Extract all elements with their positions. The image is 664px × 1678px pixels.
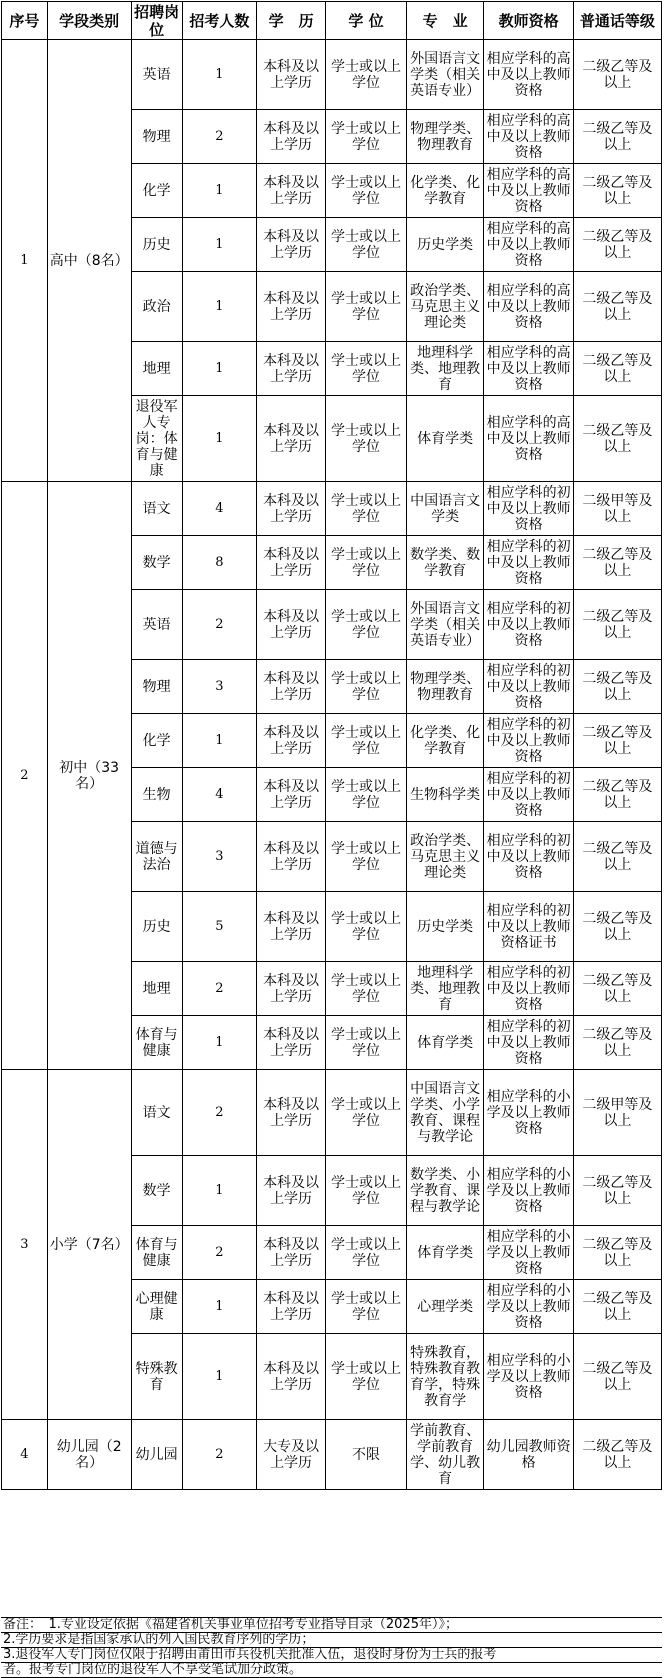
education-cell: 本科及以上学历 bbox=[257, 1156, 326, 1226]
mandarin-cell: 二级甲等及以上 bbox=[573, 482, 661, 536]
header-mandarin: 普通话等级 bbox=[573, 2, 661, 40]
major-cell: 物理学类、物理教育 bbox=[406, 110, 484, 164]
count-cell: 8 bbox=[182, 536, 256, 590]
mandarin-cell: 二级乙等及以上 bbox=[573, 1420, 661, 1490]
major-cell: 数学类、数学教育 bbox=[406, 536, 484, 590]
major-cell: 外国语言文学类（相关英语专业） bbox=[406, 590, 484, 660]
major-cell: 心理学类 bbox=[406, 1280, 484, 1334]
major-cell: 地理科学类、地理教育 bbox=[406, 962, 484, 1016]
degree-cell: 学士或以上学位 bbox=[326, 396, 407, 482]
post-cell: 地理 bbox=[131, 342, 182, 396]
qualification-cell: 相应学科的高中及以上教师资格 bbox=[484, 272, 573, 342]
degree-cell: 学士或以上学位 bbox=[326, 768, 407, 822]
degree-cell: 学士或以上学位 bbox=[326, 1156, 407, 1226]
count-cell: 5 bbox=[182, 892, 256, 962]
mandarin-cell: 二级乙等及以上 bbox=[573, 660, 661, 714]
major-cell: 生物科学类 bbox=[406, 768, 484, 822]
education-cell: 本科及以上学历 bbox=[257, 1226, 326, 1280]
mandarin-cell: 二级乙等及以上 bbox=[573, 822, 661, 892]
header-post: 招聘岗位 bbox=[131, 2, 182, 40]
notes-block bbox=[1, 1617, 662, 1678]
count-cell: 2 bbox=[182, 1420, 256, 1490]
education-cell: 本科及以上学历 bbox=[257, 1334, 326, 1420]
header-degree: 学 位 bbox=[326, 2, 407, 40]
count-cell: 2 bbox=[182, 1070, 256, 1156]
degree-cell: 学士或以上学位 bbox=[326, 342, 407, 396]
post-cell: 英语 bbox=[131, 590, 182, 660]
count-cell: 3 bbox=[182, 822, 256, 892]
recruitment-table bbox=[1, 1, 662, 1490]
qualification-cell: 相应学科的初中及以上教师资格 bbox=[484, 482, 573, 536]
mandarin-cell: 二级乙等及以上 bbox=[573, 218, 661, 272]
qualification-cell: 相应学科的初中及以上教师资格 bbox=[484, 714, 573, 768]
qualification-cell: 相应学科的小学及以上教师资格 bbox=[484, 1226, 573, 1280]
mandarin-cell: 二级乙等及以上 bbox=[573, 536, 661, 590]
mandarin-cell: 二级乙等及以上 bbox=[573, 164, 661, 218]
education-cell: 本科及以上学历 bbox=[257, 1016, 326, 1070]
mandarin-cell: 二级乙等及以上 bbox=[573, 1156, 661, 1226]
seq-cell: 3 bbox=[2, 1070, 48, 1420]
mandarin-cell: 二级乙等及以上 bbox=[573, 396, 661, 482]
major-cell: 地理科学类、地理教育 bbox=[406, 342, 484, 396]
table-row bbox=[2, 482, 662, 536]
header-row bbox=[2, 2, 662, 40]
table-row bbox=[2, 1420, 662, 1490]
count-cell: 2 bbox=[182, 110, 256, 164]
post-cell: 政治 bbox=[131, 272, 182, 342]
header-stage: 学段类别 bbox=[47, 2, 131, 40]
post-cell: 数学 bbox=[131, 1156, 182, 1226]
mandarin-cell: 二级乙等及以上 bbox=[573, 110, 661, 164]
qualification-cell: 相应学科的初中及以上教师资格 bbox=[484, 660, 573, 714]
education-cell: 本科及以上学历 bbox=[257, 536, 326, 590]
degree-cell: 学士或以上学位 bbox=[326, 1226, 407, 1280]
qualification-cell: 相应学科的高中及以上教师资格 bbox=[484, 164, 573, 218]
degree-cell: 学士或以上学位 bbox=[326, 1280, 407, 1334]
mandarin-cell: 二级甲等及以上 bbox=[573, 1070, 661, 1156]
header-major: 专 业 bbox=[406, 2, 484, 40]
post-cell: 体育与健康 bbox=[131, 1226, 182, 1280]
count-cell: 1 bbox=[182, 1334, 256, 1420]
post-cell: 体育与健康 bbox=[131, 1016, 182, 1070]
post-cell: 特殊教育 bbox=[131, 1334, 182, 1420]
degree-cell: 学士或以上学位 bbox=[326, 536, 407, 590]
education-cell: 本科及以上学历 bbox=[257, 1280, 326, 1334]
education-cell: 本科及以上学历 bbox=[257, 822, 326, 892]
education-cell: 本科及以上学历 bbox=[257, 714, 326, 768]
degree-cell: 学士或以上学位 bbox=[326, 218, 407, 272]
qualification-cell: 相应学科的初中及以上教师资格 bbox=[484, 822, 573, 892]
mandarin-cell: 二级乙等及以上 bbox=[573, 892, 661, 962]
count-cell: 1 bbox=[182, 342, 256, 396]
note-line: 2.学历要求是指国家承认的列入国民教育序列的学历； bbox=[1, 1633, 662, 1648]
qualification-cell: 相应学科的高中及以上教师资格 bbox=[484, 110, 573, 164]
mandarin-cell: 二级乙等及以上 bbox=[573, 1016, 661, 1070]
degree-cell: 学士或以上学位 bbox=[326, 962, 407, 1016]
qualification-cell: 相应学科的初中及以上教师资格 bbox=[484, 1016, 573, 1070]
post-cell: 历史 bbox=[131, 218, 182, 272]
mandarin-cell: 二级乙等及以上 bbox=[573, 768, 661, 822]
degree-cell: 学士或以上学位 bbox=[326, 40, 407, 110]
count-cell: 1 bbox=[182, 1016, 256, 1070]
major-cell: 物理学类、物理教育 bbox=[406, 660, 484, 714]
post-cell: 英语 bbox=[131, 40, 182, 110]
count-cell: 1 bbox=[182, 1280, 256, 1334]
major-cell: 政治学类、马克思主义理论类 bbox=[406, 272, 484, 342]
table-row bbox=[2, 40, 662, 110]
major-cell: 化学类、化学教育 bbox=[406, 714, 484, 768]
header-education: 学 历 bbox=[257, 2, 326, 40]
count-cell: 4 bbox=[182, 482, 256, 536]
post-cell: 心理健康 bbox=[131, 1280, 182, 1334]
degree-cell: 学士或以上学位 bbox=[326, 590, 407, 660]
header-seq: 序号 bbox=[2, 2, 48, 40]
stage-cell: 高中（8名） bbox=[47, 40, 131, 482]
education-cell: 本科及以上学历 bbox=[257, 342, 326, 396]
post-cell: 物理 bbox=[131, 110, 182, 164]
count-cell: 1 bbox=[182, 164, 256, 218]
education-cell: 本科及以上学历 bbox=[257, 482, 326, 536]
qualification-cell: 相应学科的初中及以上教师资格 bbox=[484, 536, 573, 590]
mandarin-cell: 二级乙等及以上 bbox=[573, 272, 661, 342]
count-cell: 1 bbox=[182, 714, 256, 768]
count-cell: 1 bbox=[182, 40, 256, 110]
degree-cell: 学士或以上学位 bbox=[326, 1334, 407, 1420]
education-cell: 本科及以上学历 bbox=[257, 962, 326, 1016]
major-cell: 特殊教育，特殊教育教育学，特殊教育学 bbox=[406, 1334, 484, 1420]
major-cell: 数学类、小学教育、课程与教学论 bbox=[406, 1156, 484, 1226]
mandarin-cell: 二级乙等及以上 bbox=[573, 714, 661, 768]
post-cell: 数学 bbox=[131, 536, 182, 590]
header-count: 招考人数 bbox=[182, 2, 256, 40]
count-cell: 1 bbox=[182, 1156, 256, 1226]
qualification-cell: 相应学科的初中及以上教师资格证书 bbox=[484, 892, 573, 962]
post-cell: 化学 bbox=[131, 714, 182, 768]
degree-cell: 学士或以上学位 bbox=[326, 892, 407, 962]
mandarin-cell: 二级乙等及以上 bbox=[573, 1226, 661, 1280]
count-cell: 1 bbox=[182, 396, 256, 482]
post-cell: 道德与法治 bbox=[131, 822, 182, 892]
degree-cell: 不限 bbox=[326, 1420, 407, 1490]
count-cell: 1 bbox=[182, 272, 256, 342]
stage-cell: 初中（33名） bbox=[47, 482, 131, 1070]
mandarin-cell: 二级乙等及以上 bbox=[573, 590, 661, 660]
table-body bbox=[2, 2, 662, 1490]
major-cell: 体育学类 bbox=[406, 396, 484, 482]
count-cell: 1 bbox=[182, 218, 256, 272]
seq-cell: 1 bbox=[2, 40, 48, 482]
qualification-cell: 幼儿园教师资格 bbox=[484, 1420, 573, 1490]
education-cell: 本科及以上学历 bbox=[257, 110, 326, 164]
education-cell: 大专及以上学历 bbox=[257, 1420, 326, 1490]
degree-cell: 学士或以上学位 bbox=[326, 482, 407, 536]
count-cell: 2 bbox=[182, 590, 256, 660]
education-cell: 本科及以上学历 bbox=[257, 218, 326, 272]
stage-cell: 小学（7名） bbox=[47, 1070, 131, 1420]
education-cell: 本科及以上学历 bbox=[257, 590, 326, 660]
post-cell: 语文 bbox=[131, 1070, 182, 1156]
degree-cell: 学士或以上学位 bbox=[326, 714, 407, 768]
major-cell: 历史学类 bbox=[406, 892, 484, 962]
qualification-cell: 相应学科的初中及以上教师资格 bbox=[484, 768, 573, 822]
mandarin-cell: 二级乙等及以上 bbox=[573, 40, 661, 110]
degree-cell: 学士或以上学位 bbox=[326, 1016, 407, 1070]
seq-cell: 2 bbox=[2, 482, 48, 1070]
qualification-cell: 相应学科的小学及以上教师资格 bbox=[484, 1280, 573, 1334]
mandarin-cell: 二级乙等及以上 bbox=[573, 1334, 661, 1420]
post-cell: 语文 bbox=[131, 482, 182, 536]
education-cell: 本科及以上学历 bbox=[257, 768, 326, 822]
major-cell: 体育学类 bbox=[406, 1016, 484, 1070]
degree-cell: 学士或以上学位 bbox=[326, 110, 407, 164]
education-cell: 本科及以上学历 bbox=[257, 660, 326, 714]
mandarin-cell: 二级乙等及以上 bbox=[573, 1280, 661, 1334]
education-cell: 本科及以上学历 bbox=[257, 272, 326, 342]
education-cell: 本科及以上学历 bbox=[257, 164, 326, 218]
post-cell: 物理 bbox=[131, 660, 182, 714]
qualification-cell: 相应学科的高中及以上教师资格 bbox=[484, 218, 573, 272]
major-cell: 中国语言文学类 bbox=[406, 482, 484, 536]
degree-cell: 学士或以上学位 bbox=[326, 164, 407, 218]
qualification-cell: 相应学科的高中及以上教师资格 bbox=[484, 342, 573, 396]
seq-cell: 4 bbox=[2, 1420, 48, 1490]
post-cell: 历史 bbox=[131, 892, 182, 962]
mandarin-cell: 二级乙等及以上 bbox=[573, 342, 661, 396]
note-line: 3.退役军人专门岗位仅限于招聘由莆田市兵役机关批准入伍，退役时身份为士兵的报考 bbox=[1, 1648, 662, 1663]
post-cell: 生物 bbox=[131, 768, 182, 822]
major-cell: 化学类、化学教育 bbox=[406, 164, 484, 218]
major-cell: 体育学类 bbox=[406, 1226, 484, 1280]
qualification-cell: 相应学科的高中及以上教师资格 bbox=[484, 396, 573, 482]
major-cell: 中国语言文学类、小学教育、课程与教学论 bbox=[406, 1070, 484, 1156]
post-cell: 化学 bbox=[131, 164, 182, 218]
education-cell: 本科及以上学历 bbox=[257, 396, 326, 482]
major-cell: 学前教育、学前教育学、幼儿教育 bbox=[406, 1420, 484, 1490]
major-cell: 历史学类 bbox=[406, 218, 484, 272]
post-cell: 幼儿园 bbox=[131, 1420, 182, 1490]
note-line: 者。报考专门岗位的退役军人不享受笔试加分政策。 bbox=[1, 1663, 662, 1678]
note-line: 备注： 1.专业设定依据《福建省机关事业单位招考专业指导目录（2025年）》； bbox=[1, 1617, 662, 1633]
degree-cell: 学士或以上学位 bbox=[326, 660, 407, 714]
stage-cell: 幼儿园（2名） bbox=[47, 1420, 131, 1490]
qualification-cell: 相应学科的小学及以上教师资格 bbox=[484, 1156, 573, 1226]
post-cell: 退役军人专岗：体育与健康 bbox=[131, 396, 182, 482]
qualification-cell: 相应学科的初中及以上教师资格 bbox=[484, 962, 573, 1016]
mandarin-cell: 二级乙等及以上 bbox=[573, 962, 661, 1016]
count-cell: 4 bbox=[182, 768, 256, 822]
count-cell: 2 bbox=[182, 1226, 256, 1280]
degree-cell: 学士或以上学位 bbox=[326, 1070, 407, 1156]
degree-cell: 学士或以上学位 bbox=[326, 272, 407, 342]
degree-cell: 学士或以上学位 bbox=[326, 822, 407, 892]
qualification-cell: 相应学科的高中及以上教师资格 bbox=[484, 40, 573, 110]
education-cell: 本科及以上学历 bbox=[257, 892, 326, 962]
education-cell: 本科及以上学历 bbox=[257, 1070, 326, 1156]
education-cell: 本科及以上学历 bbox=[257, 40, 326, 110]
major-cell: 政治学类、马克思主义理论类 bbox=[406, 822, 484, 892]
post-cell: 地理 bbox=[131, 962, 182, 1016]
major-cell: 外国语言文学类（相关英语专业） bbox=[406, 40, 484, 110]
qualification-cell: 相应学科的小学及以上教师资格 bbox=[484, 1334, 573, 1420]
table-row bbox=[2, 1070, 662, 1156]
header-qualification: 教师资格 bbox=[484, 2, 573, 40]
count-cell: 3 bbox=[182, 660, 256, 714]
qualification-cell: 相应学科的小学及以上教师资格 bbox=[484, 1070, 573, 1156]
count-cell: 2 bbox=[182, 962, 256, 1016]
qualification-cell: 相应学科的初中及以上教师资格 bbox=[484, 590, 573, 660]
